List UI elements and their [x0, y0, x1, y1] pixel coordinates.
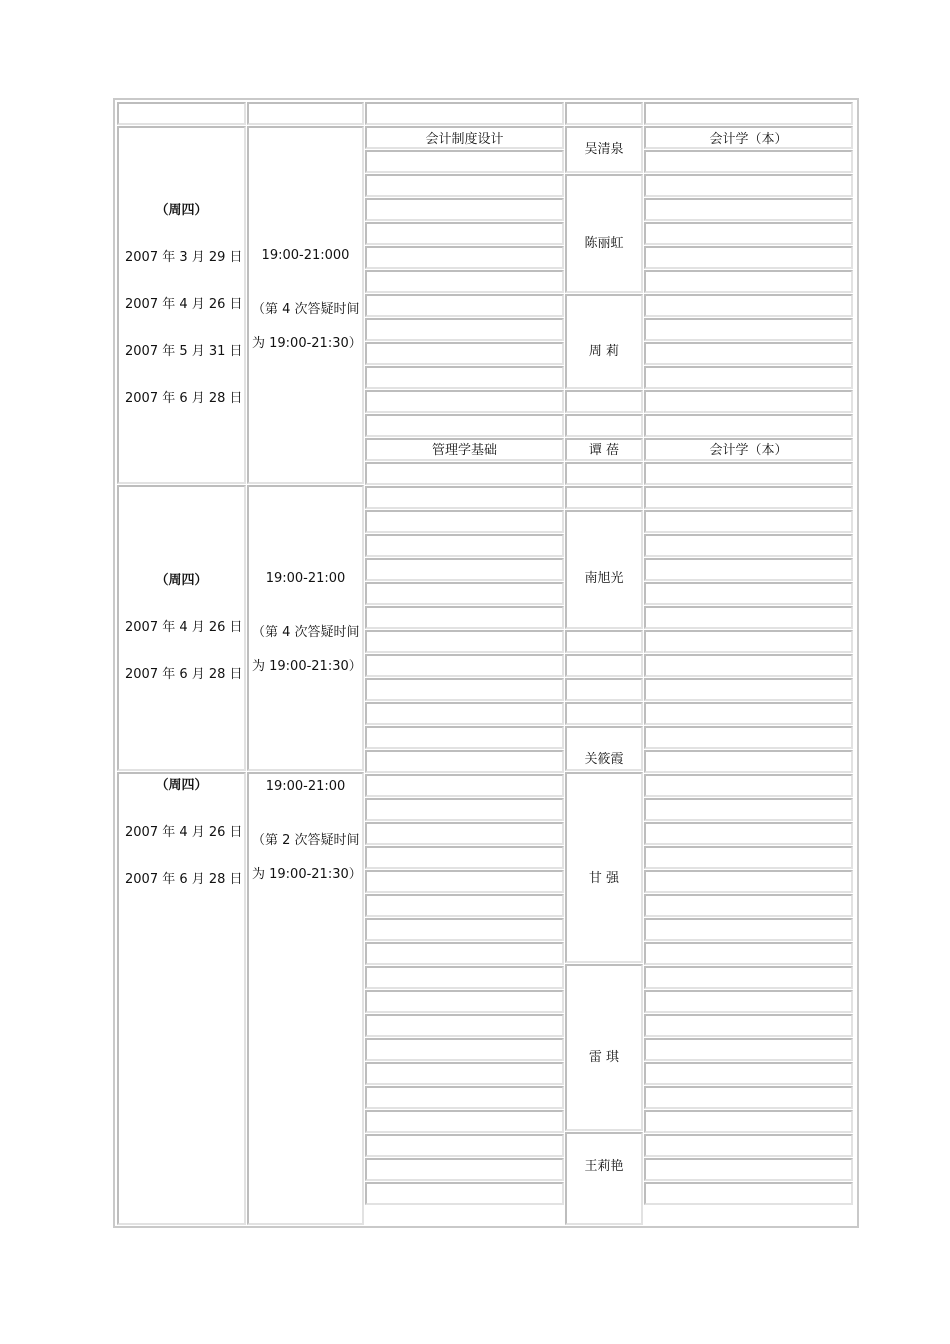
major-cell: [644, 1182, 853, 1205]
major-cell: [644, 726, 853, 749]
course-cell: [365, 606, 564, 629]
block1-date-2: 2007 年 4 月 26 日: [125, 297, 243, 312]
course-cell: [365, 966, 564, 989]
block3-day: （周四）: [155, 778, 208, 793]
major-cell: [644, 294, 853, 317]
major-cell: [644, 606, 853, 629]
major-cell: [644, 774, 853, 797]
major-cell: [644, 270, 853, 293]
header-cell: [247, 102, 364, 125]
major-cell: [644, 318, 853, 341]
teacher-cell: [565, 414, 643, 437]
header-cell: [365, 102, 564, 125]
course-cell: [365, 1062, 564, 1085]
major-cell: [644, 630, 853, 653]
teacher-cell: [565, 390, 643, 413]
block3-date-2: 2007 年 6 月 28 日: [125, 872, 243, 887]
course-cell: [365, 462, 564, 485]
course-cell: [365, 1086, 564, 1109]
major-name-2: 会计学（本）: [709, 443, 788, 458]
course-cell: [365, 870, 564, 893]
block1-date-1: 2007 年 3 月 29 日: [125, 250, 243, 265]
major-cell: [644, 222, 853, 245]
course-cell: [365, 678, 564, 701]
major-cell: [644, 822, 853, 845]
block2-date-1: 2007 年 4 月 26 日: [125, 620, 243, 635]
course-cell: [365, 222, 564, 245]
course-cell: [365, 774, 564, 797]
major-cell: [644, 1062, 853, 1085]
major-cell: [644, 750, 853, 773]
course-cell: [365, 798, 564, 821]
major-cell: [644, 894, 853, 917]
teacher-cell: [565, 964, 643, 1131]
teacher-cell: [565, 772, 643, 963]
major-cell: [644, 990, 853, 1013]
course-cell: [365, 414, 564, 437]
course-cell: [365, 918, 564, 941]
major-cell: [644, 1038, 853, 1061]
major-cell: [644, 198, 853, 221]
course-cell: [365, 1182, 564, 1205]
major-cell: [644, 966, 853, 989]
teacher-name: 吴清泉: [584, 142, 624, 157]
block2-note-line2: 为 19:00-21:30）: [252, 659, 362, 674]
block1-note-line1: （第 4 次答疑时间: [252, 302, 360, 317]
major-cell: [644, 1014, 853, 1037]
course-cell: [365, 1158, 564, 1181]
major-cell: [644, 1086, 853, 1109]
course-cell: [365, 198, 564, 221]
course-cell: [365, 534, 564, 557]
major-cell: [644, 366, 853, 389]
block1-day: （周四）: [155, 203, 208, 218]
course-cell: [365, 510, 564, 533]
course-cell: [365, 846, 564, 869]
course-cell: [365, 366, 564, 389]
teacher-cell: [565, 630, 643, 653]
block3-note-line1: （第 2 次答疑时间: [252, 833, 360, 848]
major-cell: [644, 1134, 853, 1157]
course-cell: [365, 726, 564, 749]
course-cell: [365, 1014, 564, 1037]
major-cell: [644, 918, 853, 941]
major-cell: [644, 654, 853, 677]
teacher-cell: [565, 510, 643, 629]
course-cell: [365, 150, 564, 173]
course-cell: [365, 702, 564, 725]
major-cell: [644, 150, 853, 173]
major-cell: [644, 462, 853, 485]
teacher-name: 王莉艳: [584, 1159, 624, 1174]
major-cell: [644, 1110, 853, 1133]
course-cell: [365, 630, 564, 653]
teacher-name: 周 莉: [588, 344, 620, 359]
course-cell: [365, 246, 564, 269]
course-name-2: 管理学基础: [431, 443, 497, 458]
major-cell: [644, 942, 853, 965]
major-cell: [644, 486, 853, 509]
major-cell: [644, 246, 853, 269]
major-cell: [644, 534, 853, 557]
block2-time: 19:00-21:00: [265, 571, 346, 586]
teacher-cell: [565, 1132, 643, 1225]
header-cell: [644, 102, 853, 125]
block3-time: 19:00-21:00: [265, 779, 346, 794]
block1-date-4: 2007 年 6 月 28 日: [125, 391, 243, 406]
course-cell: [365, 390, 564, 413]
major-cell: [644, 582, 853, 605]
course-cell: [365, 822, 564, 845]
course-cell: [365, 1110, 564, 1133]
major-cell: [644, 1158, 853, 1181]
header-cell: [117, 102, 246, 125]
teacher-cell: [565, 678, 643, 701]
major-cell: [644, 390, 853, 413]
course-cell: [365, 990, 564, 1013]
course-cell: [365, 342, 564, 365]
course-cell: [365, 582, 564, 605]
teacher-cell: [565, 654, 643, 677]
block2-day: （周四）: [155, 573, 208, 588]
teacher-cell: [565, 294, 643, 389]
major-cell: [644, 846, 853, 869]
course-cell: [365, 1134, 564, 1157]
course-cell: [365, 270, 564, 293]
course-cell: [365, 486, 564, 509]
major-cell: [644, 414, 853, 437]
teacher-cell: [565, 174, 643, 293]
major-cell: [644, 870, 853, 893]
teacher-cell: [565, 702, 643, 725]
teacher-cell: [565, 486, 643, 509]
teacher-name: 关筱霞: [584, 752, 624, 767]
course-cell: [365, 942, 564, 965]
course-cell: [365, 174, 564, 197]
teacher-name: 谭 蓓: [588, 443, 620, 458]
major-cell: [644, 798, 853, 821]
course-cell: [365, 654, 564, 677]
block2-date-2: 2007 年 6 月 28 日: [125, 667, 243, 682]
course-cell: [365, 558, 564, 581]
major-cell: [644, 558, 853, 581]
major-cell: [644, 510, 853, 533]
teacher-cell: [565, 462, 643, 485]
major-cell: [644, 702, 853, 725]
block3-note-line2: 为 19:00-21:30）: [252, 867, 362, 882]
block3-date-1: 2007 年 4 月 26 日: [125, 825, 243, 840]
course-cell: [365, 294, 564, 317]
course-cell: [365, 318, 564, 341]
teacher-name: 陈丽虹: [584, 236, 624, 251]
teacher-name: 南旭光: [584, 571, 624, 586]
major-cell: [644, 174, 853, 197]
course-cell: [365, 1038, 564, 1061]
course-cell: [365, 750, 564, 773]
block2-note-line1: （第 4 次答疑时间: [252, 625, 360, 640]
teacher-name: 雷 琪: [588, 1050, 620, 1065]
teacher-name: 甘 强: [588, 871, 620, 886]
major-cell: [644, 342, 853, 365]
block1-time: 19:00-21:000: [261, 248, 350, 263]
course-cell: [365, 894, 564, 917]
header-cell: [565, 102, 643, 125]
block1-date-3: 2007 年 5 月 31 日: [125, 344, 243, 359]
course-name-1: 会计制度设计: [425, 132, 504, 147]
major-cell: [644, 678, 853, 701]
block1-note-line2: 为 19:00-21:30）: [252, 336, 362, 351]
major-name-1: 会计学（本）: [709, 132, 788, 147]
